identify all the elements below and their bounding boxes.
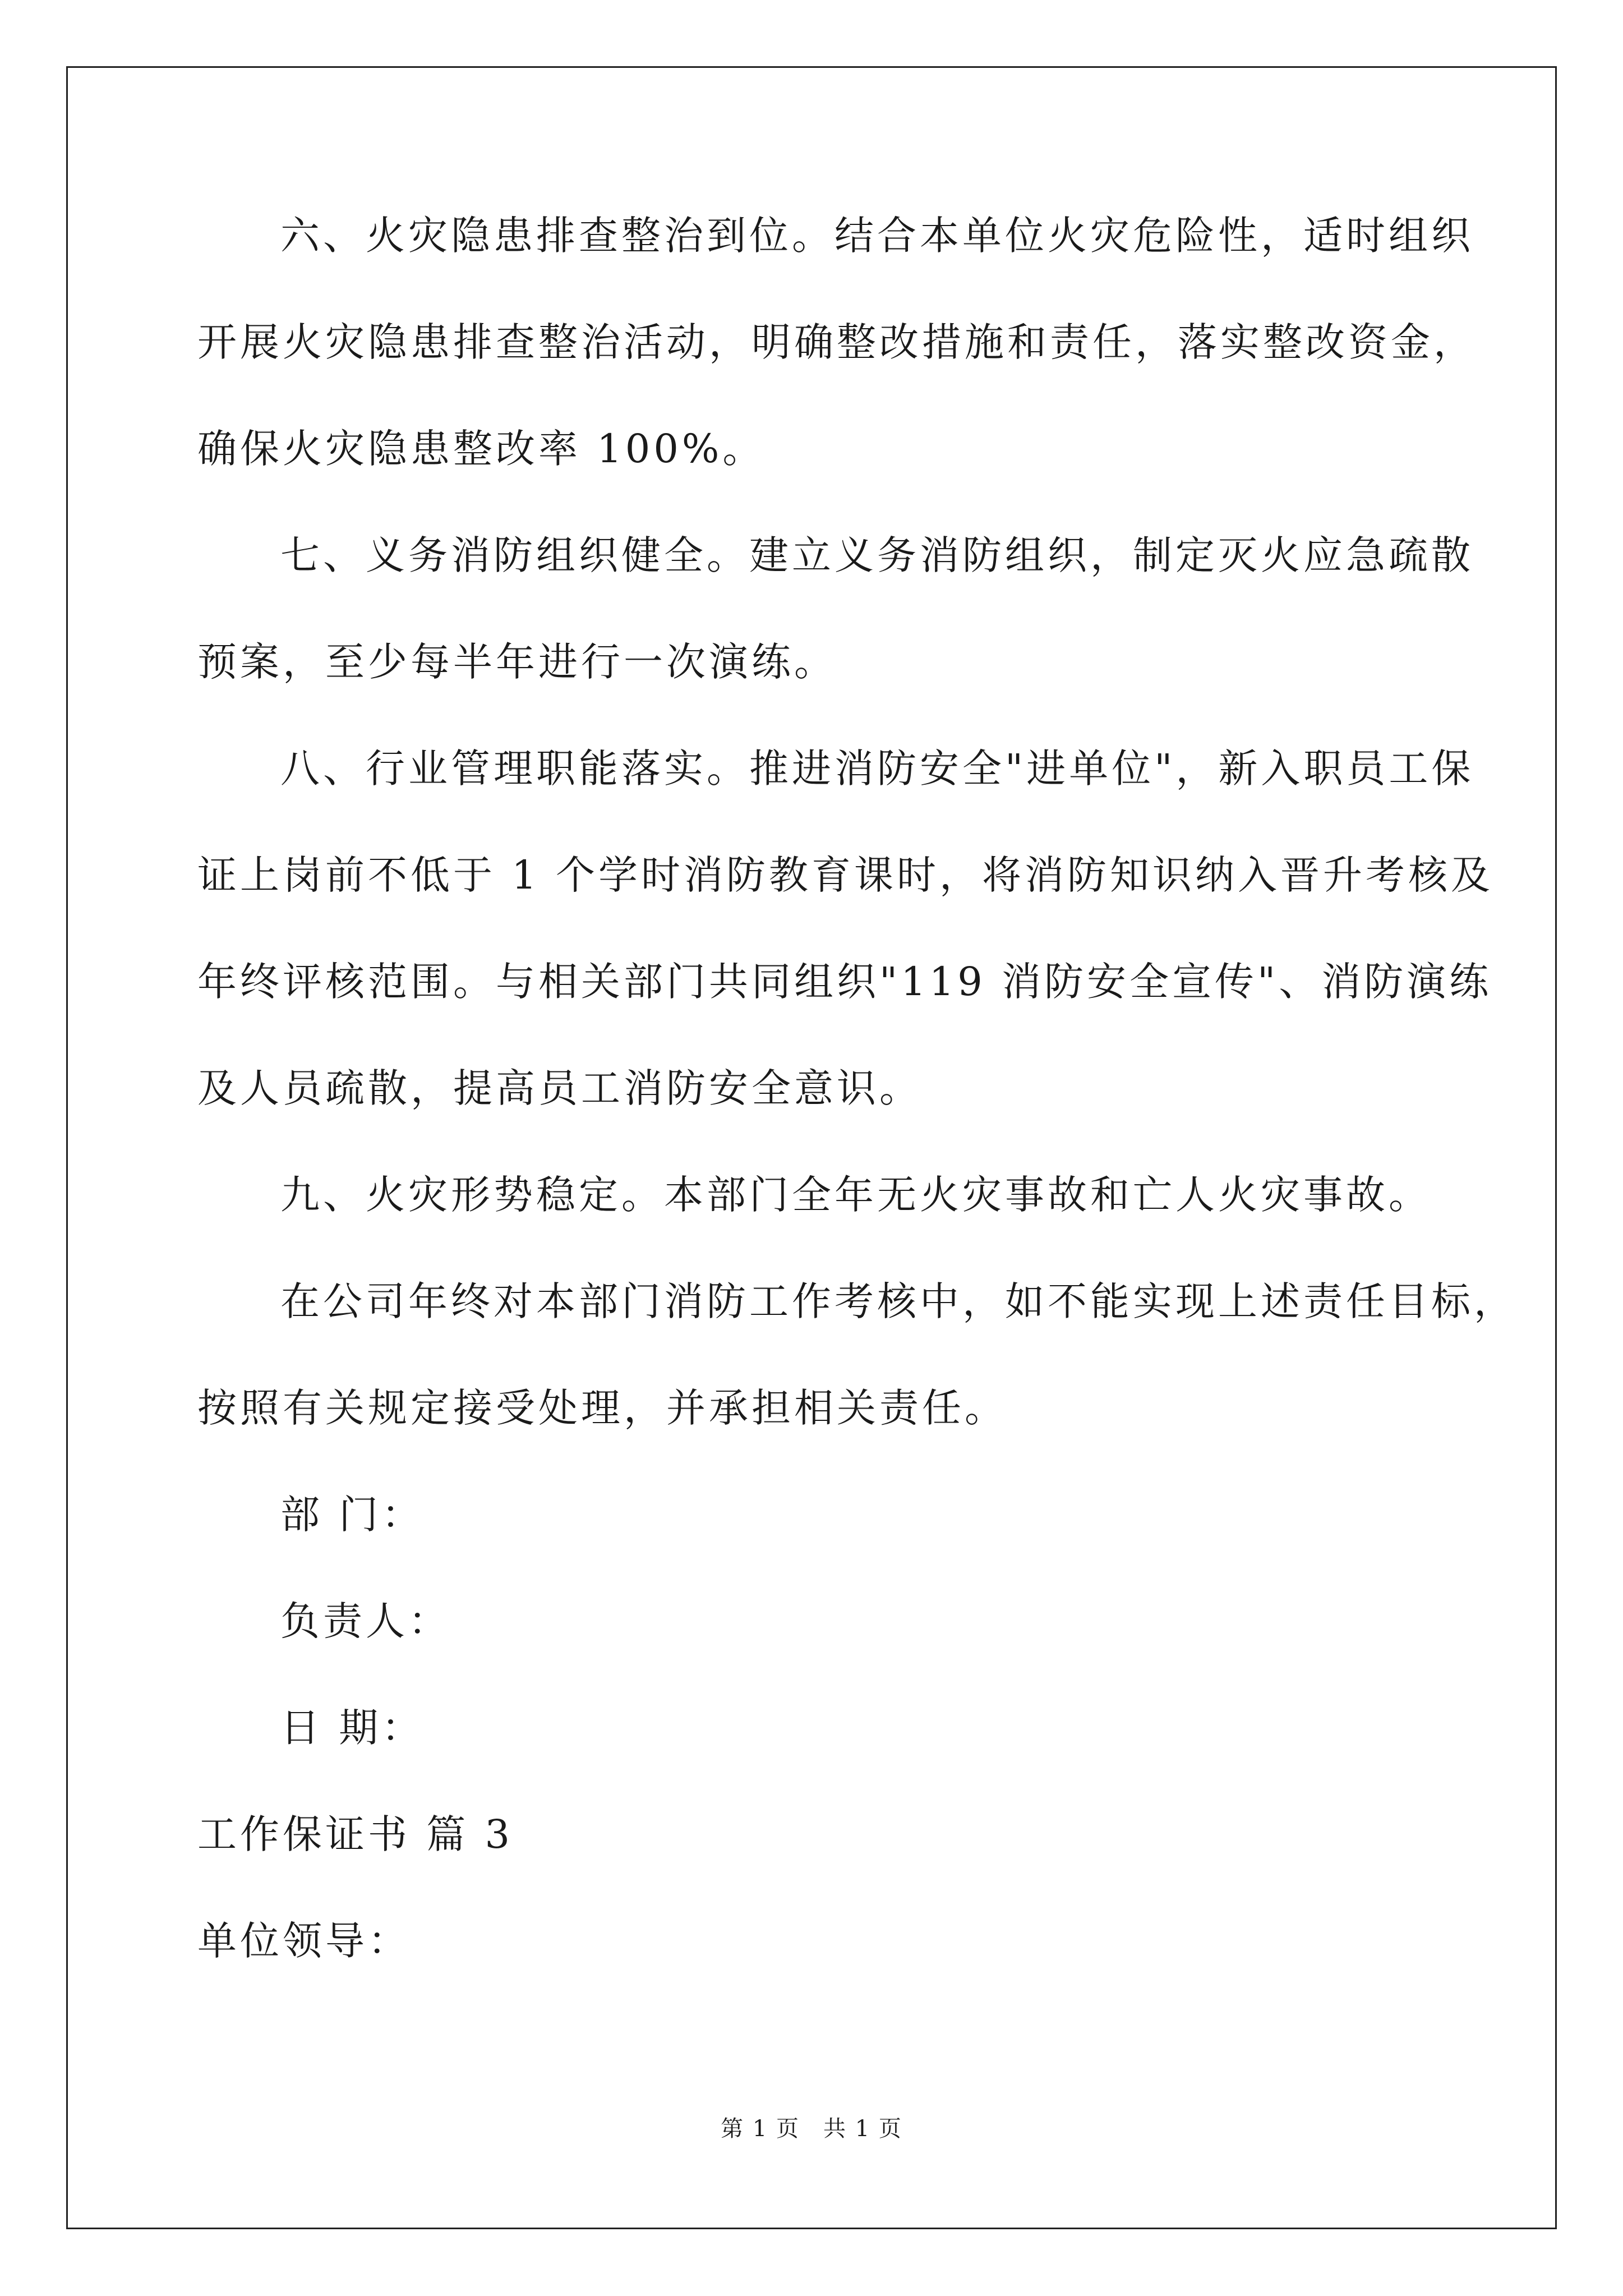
salutation: 单位领导： <box>197 1918 411 1964</box>
page-footer: 第 1 页 共 1 页 <box>721 2116 902 2142</box>
closing-paragraph-line-1: 在公司年终对本部门消防工作考核中，如不能实现上述责任目标， <box>280 1278 1516 1324</box>
paragraph-7-line-1: 七、义务消防组织健全。建立义务消防组织，制定灭火应急疏散 <box>280 532 1474 578</box>
paragraph-6-line-2: 开展火灾隐患排查整治活动，明确整改措施和责任，落实整改资金， <box>197 319 1476 365</box>
responsible-person-label: 负责人： <box>280 1598 451 1644</box>
date-label: 日 期： <box>280 1705 425 1751</box>
paragraph-6-line-3: 确保火灾隐患整改率 100%。 <box>197 426 766 472</box>
closing-paragraph-line-2: 按照有关规定接受处理，并承担相关责任。 <box>197 1385 1007 1431</box>
paragraph-6-line-1: 六、火灾隐患排查整治到位。结合本单位火灾危险性，适时组织 <box>280 213 1474 259</box>
department-label: 部 门： <box>280 1492 425 1538</box>
section-heading: 工作保证书 篇 3 <box>197 1811 514 1857</box>
page-border <box>66 66 1557 2229</box>
paragraph-9-line-1: 九、火灾形势稳定。本部门全年无火灾事故和亡人火灾事故。 <box>280 1172 1431 1218</box>
paragraph-8-line-3: 年终评核范围。与相关部门共同组织"119 消防安全宣传"、消防演练 <box>197 959 1492 1005</box>
paragraph-8-line-2: 证上岗前不低于 1 个学时消防教育课时，将消防知识纳入晋升考核及 <box>197 852 1494 898</box>
paragraph-8-line-1: 八、行业管理职能落实。推进消防安全"进单位"，新入职员工保 <box>280 746 1474 792</box>
paragraph-8-line-4: 及人员疏散，提高员工消防安全意识。 <box>197 1065 922 1111</box>
paragraph-7-line-2: 预案，至少每半年进行一次演练。 <box>197 639 837 685</box>
